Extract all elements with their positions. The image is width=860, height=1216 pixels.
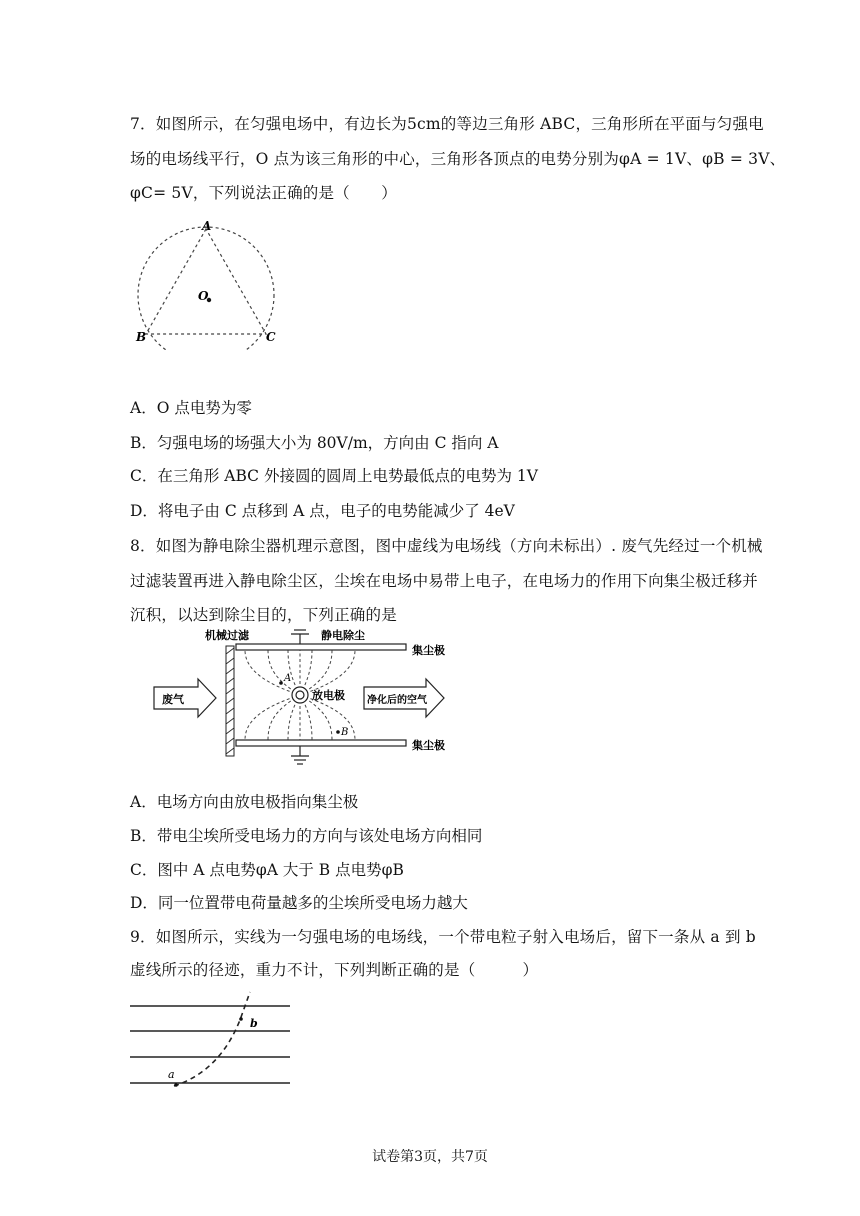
point-a (279, 681, 283, 685)
q9-stem-line2: 虚线所示的径迹，重力不计，下列判断正确的是（ ） (130, 961, 539, 979)
label-b: B (136, 330, 147, 344)
point-b-dot (239, 1017, 243, 1021)
q7-option-b: B．匀强电场的场强大小为 80V/m，方向由 C 指向 A (130, 434, 499, 452)
point-a-dot (174, 1083, 178, 1087)
q7-triangle-figure (132, 220, 282, 350)
label-mech-filter: 机械过滤 (205, 629, 249, 642)
label-clean-air: 净化后的空气 (367, 695, 427, 706)
label-c: C (266, 330, 276, 344)
q8-option-a: A．电场方向由放电极指向集尘极 (130, 793, 359, 811)
q9-field-figure (128, 990, 293, 1090)
collector-plate-top (236, 644, 406, 650)
q7-stem-line2: 场的电场线平行，O 点为该三角形的中心，三角形各顶点的电势分别为φA = 1V、φB = 3V、 (130, 150, 786, 168)
label-collector-bottom: 集尘极 (412, 739, 445, 752)
collector-plate-bottom (236, 740, 406, 746)
q8-option-c: C．图中 A 点电势φA 大于 B 点电势φB (130, 861, 404, 879)
q8-option-b: B．带电尘埃所受电场力的方向与该处电场方向相同 (130, 827, 483, 845)
point-b (336, 730, 340, 734)
q7-option-a: A．O 点电势为零 (130, 399, 252, 417)
q7-stem-line3: φC= 5V，下列说法正确的是（ ） (130, 184, 397, 202)
label-point-b: B (341, 727, 349, 738)
q8-stem-line1: 8．如图为静电除尘器机理示意图，图中虚线为电场线（方向未标出）. 废气先经过一个机械 (130, 537, 763, 555)
triangle-abc (146, 229, 266, 334)
label-electrostatic: 静电除尘 (321, 629, 365, 642)
page-footer: 试卷第3页，共7页 (372, 1149, 488, 1165)
q8-precipitator-figure (150, 622, 450, 772)
label-discharge: 放电极 (312, 689, 345, 702)
q7-stem-line1: 7．如图所示，在匀强电场中，有边长为5cm的等边三角形 ABC，三角形所在平面与匀强电 (130, 115, 764, 133)
q7-option-c: C．在三角形 ABC 外接圆的圆周上电势最低点的电势为 1V (130, 467, 538, 485)
ground-symbol-top (291, 630, 309, 644)
label-point-a: A (284, 673, 292, 684)
label-b: b (250, 1017, 258, 1030)
label-o: O (198, 289, 209, 303)
label-collector-top: 集尘极 (412, 644, 445, 657)
label-a: A (202, 220, 212, 233)
field-lines-solid (130, 1006, 290, 1083)
label-exhaust: 废气 (162, 693, 184, 706)
q8-stem-line2: 过滤装置再进入静电除尘区，尘埃在电场中易带上电子，在电场力的作用下向集尘极迁移并 (130, 572, 759, 590)
ground-symbol-bottom (291, 746, 309, 764)
label-a: a (168, 1068, 175, 1081)
q7-option-d: D．将电子由 C 点移到 A 点，电子的电势能减少了 4eV (130, 502, 515, 520)
q8-stem-line3: 沉积，以达到除尘目的，下列正确的是 (130, 606, 397, 624)
q9-stem-line1: 9．如图所示，实线为一匀强电场的电场线，一个带电粒子射入电场后，留下一条从 a 到 b (130, 928, 756, 946)
q8-option-d: D．同一位置带电荷量越多的尘埃所受电场力越大 (130, 894, 468, 912)
